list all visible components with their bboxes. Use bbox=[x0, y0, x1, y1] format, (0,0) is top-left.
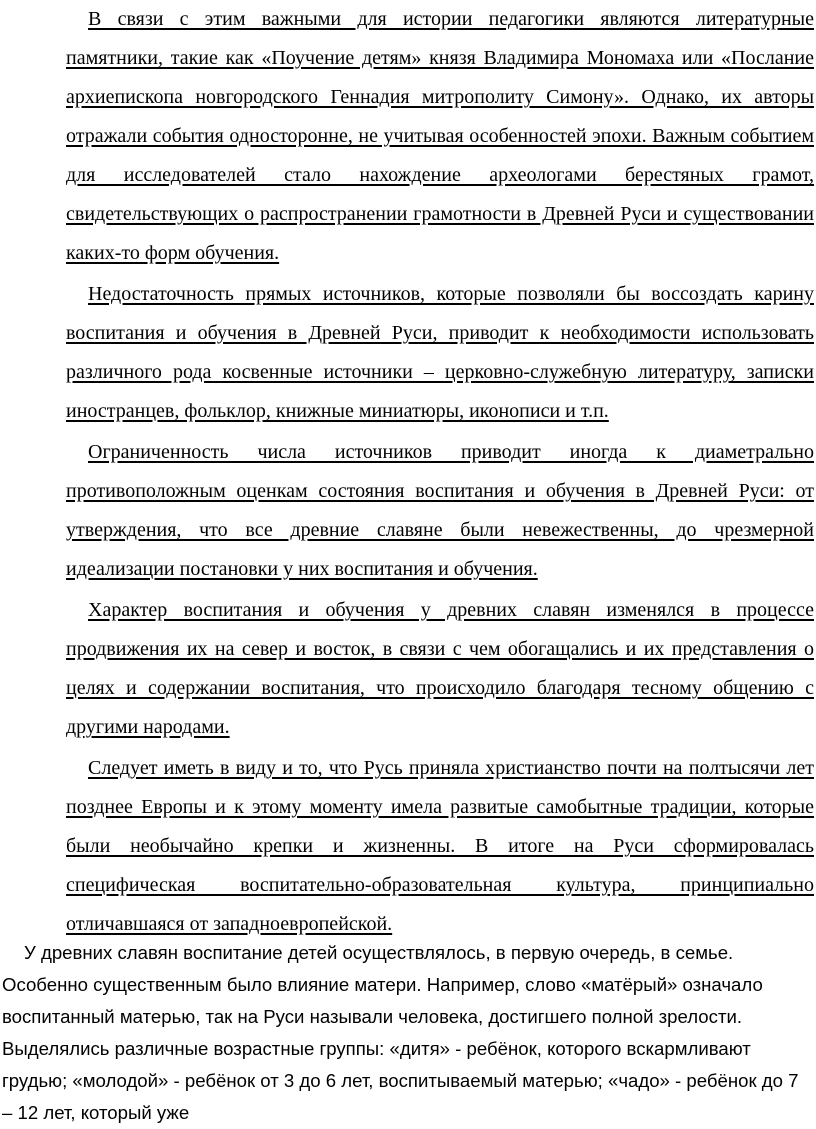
paragraph-family-upbringing: У древних славян воспитание детей осуществлялось, в первую очередь, в семье. Особенно существенным было влияние матери. Например, слово «матёрый» означало воспитанный матерью, так на Руси называли человека, достигшего полной зрелости. Выделялись различные возрастные группы: «дитя» - ребёнок, которого вскармливают грудью; «молодой» - ребёнок от 3 до 6 лет, воспитываемый матерью; «чадо» - ребёнок до 7 – 12 лет, который уже bbox=[2, 942, 799, 1123]
underlined-text-block bbox=[66, 0, 814, 944]
paragraph-literary-monuments: В связи с этим важными для истории педагогики являются литературные памятники, такие как «Поучение детям» князя Владимира Мономаха или «Послание архиепископа новгородского Геннадия митрополиту Симону». Однако, их авторы отражали события односторонне, не учитывая особенностей эпохи. Важным событием для исследователей стало нахождение археологами берестяных грамот, свидетельствующих о распространении грамотности в Древней Руси и существовании каких-то форм обучения. bbox=[66, 8, 814, 264]
paragraph-christianity-adoption: Следует иметь в виду и то, что Русь приняла христианство почти на полтысячи лет позднее Европы и к этому моменту имела развитые самобытные традиции, которые были необычайно крепки и жизненны. В итоге на Руси сформировалась специфическая воспитательно-образовательная культура, принципиально отличавшаяся от западноевропейской. bbox=[66, 757, 814, 935]
plain-text-block bbox=[2, 937, 812, 1129]
paragraph-indirect-sources: Недостаточность прямых источников, которые позволяли бы воссоздать карину воспитания и обучения в Древней Руси, приводит к необходимости использовать различного рода косвенные источники – церковно-служебную литературу, записки иностранцев, фольклор, книжные миниатюры, иконописи и т.п. bbox=[66, 283, 814, 422]
paragraph-character-of-upbringing: Характер воспитания и обучения у древних славян изменялся в процессе продвижения их на север и восток, в связи с чем обогащались и их представления о целях и содержании воспитания, что происходило благодаря тесному общению с другими народами. bbox=[66, 599, 814, 738]
paragraph-opposing-assessments: Ограниченность числа источников приводит иногда к диаметрально противоположным оценкам состояния воспитания и обучения в Древней Руси: от утверждения, что все древние славяне были невежественны, до чрезмерной идеализации постановки у них воспитания и обучения. bbox=[66, 441, 814, 580]
